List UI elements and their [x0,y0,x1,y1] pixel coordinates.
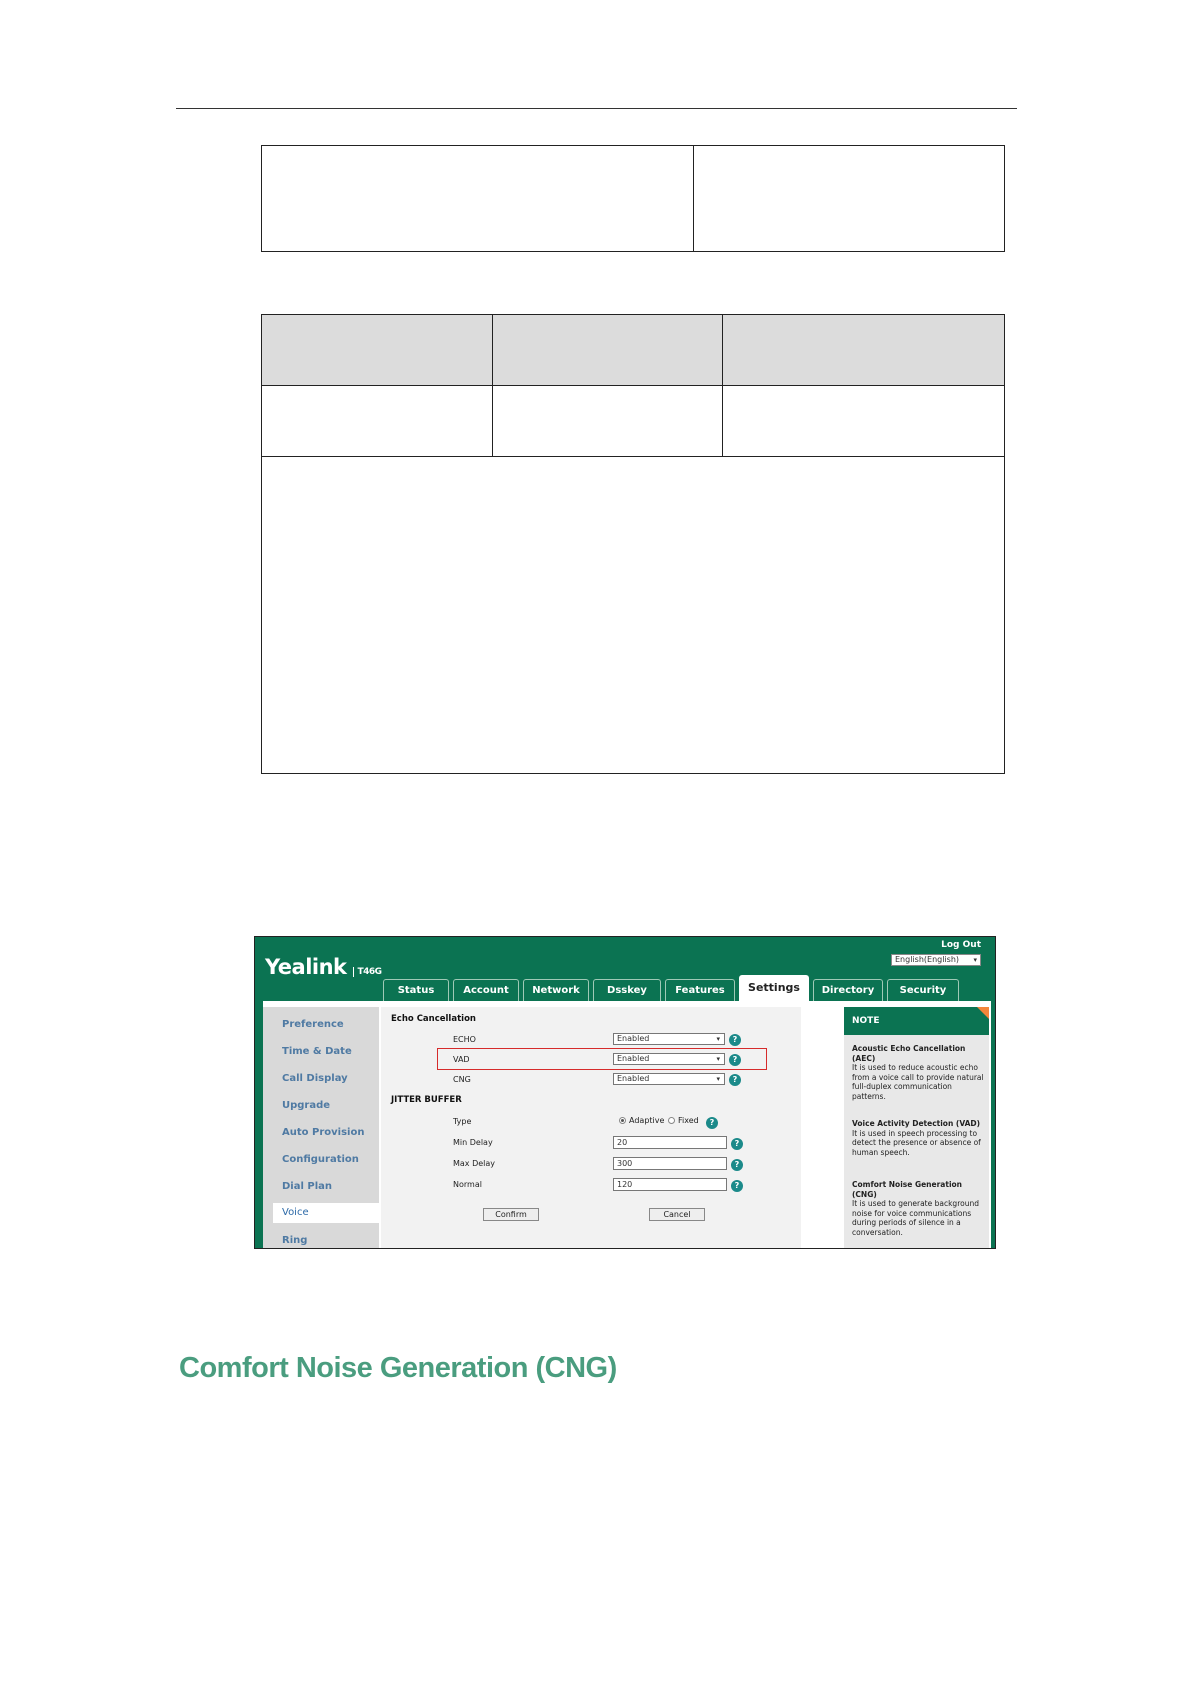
normal-label: Normal [453,1180,482,1189]
table-header-row [262,315,1004,386]
note-corner-icon [977,1007,989,1019]
note-aec [852,1044,986,1101]
tab-account[interactable]: Account [453,979,519,1001]
tab-dsskey[interactable]: Dsskey [593,979,661,1001]
sidebar-item-configuration[interactable]: Configuration [282,1154,359,1165]
voice-settings-form [381,1007,801,1249]
web-ui-screenshot [254,936,996,1249]
chevron-down-icon: ▾ [716,1055,720,1063]
content-area [263,1001,991,1249]
chevron-down-icon: ▾ [716,1075,720,1083]
help-icon[interactable]: ? [731,1138,743,1150]
vad-select[interactable]: Enabled ▾ [613,1053,725,1065]
chevron-down-icon: ▾ [973,956,977,964]
echo-select[interactable]: Enabled ▾ [613,1033,725,1045]
yealink-logo: Yealink T46G [265,955,382,979]
table-row [262,385,1004,457]
chevron-down-icon: ▾ [716,1035,720,1043]
parameter-table [261,314,1005,774]
section-heading: Comfort Noise Generation (CNG) [179,1352,617,1384]
vad-label: VAD [453,1055,470,1064]
help-icon[interactable]: ? [731,1180,743,1192]
sidebar-item-call-display[interactable]: Call Display [282,1073,348,1084]
confirm-button[interactable]: Confirm [483,1208,539,1221]
note-aec-text: It is used to reduce acoustic echo from a voice call to provide natural full-duplex communication patterns. [852,1063,984,1101]
sidebar-item-voice[interactable]: Voice [273,1203,388,1223]
note-vad [852,1119,986,1157]
note-panel [844,1007,989,1249]
cancel-button[interactable]: Cancel [649,1208,705,1221]
echo-label: ECHO [453,1035,476,1044]
sidebar-item-upgrade[interactable]: Upgrade [282,1100,331,1111]
sidebar [263,1007,379,1249]
fixed-label: Fixed [678,1116,699,1125]
note-cng-text: It is used to generate background noise for voice communications during periods of silence in a conversation. [852,1199,979,1237]
tab-security[interactable]: Security [887,979,959,1001]
help-icon[interactable]: ? [729,1054,741,1066]
note-title: NOTE [844,1007,989,1035]
help-icon[interactable]: ? [706,1117,718,1129]
adaptive-label: Adaptive [629,1116,665,1125]
page-header-rule [176,108,1017,109]
language-select[interactable]: English(English) ▾ [891,954,981,966]
help-icon[interactable]: ? [729,1034,741,1046]
tab-network[interactable]: Network [523,979,589,1001]
tab-directory[interactable]: Directory [813,979,883,1001]
type-label: Type [453,1117,472,1126]
help-icon[interactable]: ? [729,1074,741,1086]
min-delay-label: Min Delay [453,1138,493,1147]
sidebar-item-dial-plan[interactable]: Dial Plan [282,1181,333,1192]
note-vad-title: Voice Activity Detection (VAD) [852,1119,981,1128]
sidebar-item-preference[interactable]: Preference [282,1019,344,1030]
logout-link[interactable]: Log Out [941,940,981,950]
normal-input[interactable]: 120 [613,1178,727,1191]
cng-label: CNG [453,1075,471,1084]
table-divider [722,315,723,456]
echo-cancellation-heading: Echo Cancellation [391,1014,476,1024]
table-divider [492,315,493,456]
sidebar-item-time-date[interactable]: Time & Date [282,1046,352,1057]
max-delay-input[interactable]: 300 [613,1157,727,1170]
tab-settings[interactable]: Settings [739,975,809,1002]
tab-status[interactable]: Status [383,979,449,1001]
help-icon[interactable]: ? [731,1159,743,1171]
max-delay-label: Max Delay [453,1159,496,1168]
jitter-buffer-heading: JITTER BUFFER [391,1095,462,1105]
sidebar-item-ring[interactable]: Ring [282,1235,308,1246]
note-cng-title: Comfort Noise Generation (CNG) [852,1180,963,1199]
min-delay-input[interactable]: 20 [613,1136,727,1149]
table-divider [693,146,694,251]
tab-features[interactable]: Features [665,979,735,1001]
fixed-radio[interactable] [668,1117,675,1124]
note-aec-title: Acoustic Echo Cancellation (AEC) [852,1044,966,1063]
note-cng [852,1180,986,1237]
top-table [261,145,1005,252]
note-vad-text: It is used in speech processing to detect the presence or absence of human speech. [852,1128,981,1157]
sidebar-item-auto-provision[interactable]: Auto Provision [282,1127,365,1138]
cng-select[interactable]: Enabled ▾ [613,1073,725,1085]
adaptive-radio[interactable] [619,1117,626,1124]
